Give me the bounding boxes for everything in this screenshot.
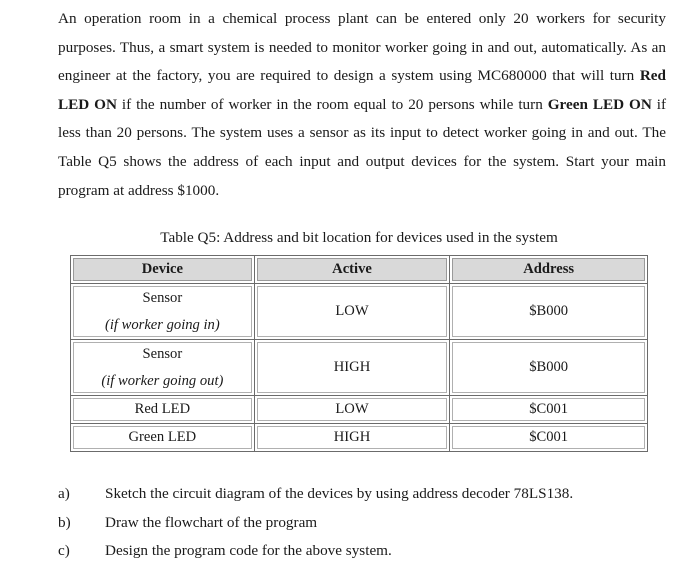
- intro-text-3: if less than 20 persons. The system uses a sensor as its input to detect worker going in and out. The Table Q5 shows the address of each input and output devices for the system. Start your main program at address $1000.: [58, 95, 667, 199]
- device-note: (if worker going in): [105, 316, 220, 333]
- active-cell: LOW: [254, 284, 450, 340]
- header-address: Address: [450, 256, 648, 284]
- device-name: Sensor: [142, 289, 183, 306]
- problem-statement: [58, 5, 666, 205]
- device-cell: [71, 284, 255, 340]
- device-address-table: [70, 255, 648, 452]
- question-item: [58, 509, 658, 538]
- green-led-on-text: Green LED ON: [547, 95, 652, 113]
- device-note: (if worker going out): [101, 372, 224, 389]
- header-device: Device: [71, 256, 255, 284]
- question-label: a): [58, 485, 70, 503]
- address-cell: $C001: [450, 424, 648, 452]
- question-text: Sketch the circuit diagram of the devices by using address decoder 78LS138.: [105, 485, 574, 503]
- device-cell: Red LED: [71, 396, 255, 424]
- question-list: [58, 480, 658, 566]
- table-row: [71, 284, 648, 340]
- question-label: c): [58, 542, 70, 560]
- table-caption: Table Q5: Address and bit location for devices used in the system: [160, 229, 558, 246]
- active-cell: HIGH: [254, 424, 450, 452]
- device-cell: Green LED: [71, 424, 255, 452]
- device-cell: [71, 340, 255, 396]
- question-text: Draw the flowchart of the program: [105, 513, 318, 531]
- question-label: b): [58, 513, 71, 531]
- header-active: Active: [254, 256, 450, 284]
- address-cell: $B000: [450, 284, 648, 340]
- table-row: [71, 340, 648, 396]
- table-header-row: [71, 256, 648, 284]
- intro-text-2: if the number of worker in the room equal to 20 persons while turn: [116, 95, 548, 113]
- address-cell: $C001: [450, 396, 648, 424]
- device-name: Sensor: [142, 345, 183, 362]
- table-row: [71, 396, 648, 424]
- address-cell: $B000: [450, 340, 648, 396]
- active-cell: HIGH: [254, 340, 450, 396]
- question-item: [58, 480, 658, 509]
- intro-text-1: An operation room in a chemical process plant can be entered only 20 workers for security purposes. Thus, a smart system is needed to monitor worker going in and out, automatically. As an engineer at the factory, you are required to design a system using MC680000 that will turn: [58, 10, 666, 85]
- active-cell: LOW: [254, 396, 450, 424]
- question-text: Design the program code for the above system.: [105, 542, 392, 560]
- table-row: [71, 424, 648, 452]
- question-item: [58, 537, 658, 566]
- red-led-on-text: Red LED ON: [58, 67, 666, 113]
